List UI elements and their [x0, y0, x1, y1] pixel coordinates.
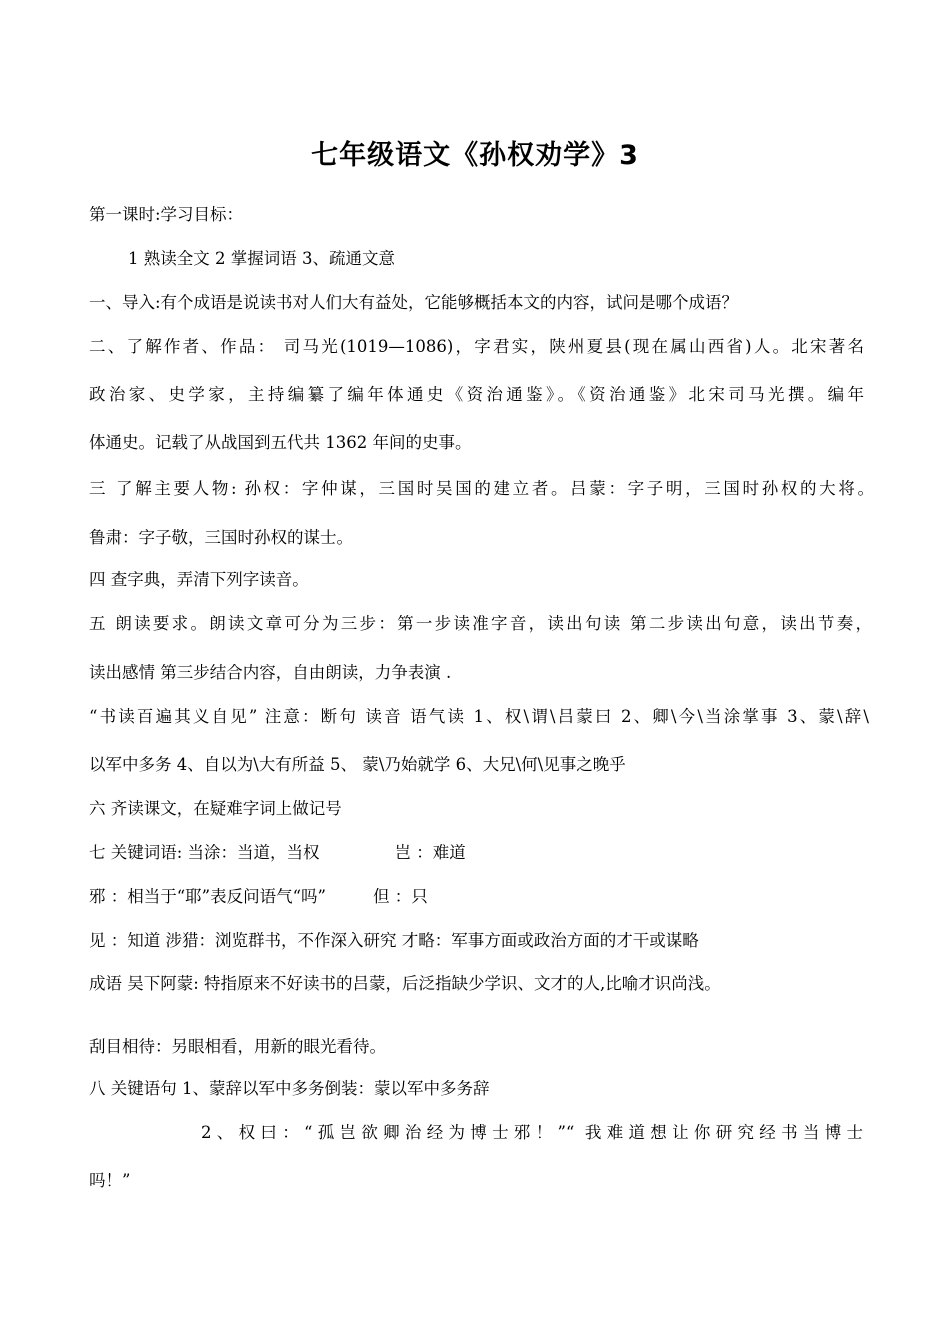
- reading-notes-line1: “书读百遍其义自见” 注意：断句 读音 语气读 1、权\谓\吕蒙曰 2、卿\今\当涂掌事 3、蒙\辞\: [89, 707, 869, 726]
- section-key-sentences: 八 关键语句 1、蒙辞以军中多务倒装：蒙以军中多务辞: [89, 1079, 490, 1098]
- learning-goals: 1 熟读全文 2 掌握词语 3、疏通文意: [128, 249, 395, 268]
- key-words-term-qi: 岂 ：难道: [394, 843, 466, 862]
- key-words-term-dangtu: 七 关键词语: 当涂：当道，当权: [89, 843, 320, 862]
- section-reading-line2: 读出感情 第三步结合内容，自由朗读，力争表演 .: [89, 663, 452, 682]
- section-author-line1: 二、了解作者、作品： 司马光(1019—1086)，字君实，陕州夏县(现在属山西省)人。北宋著名: [89, 337, 864, 356]
- key-words-term-ye: 邪 ：相当于“耶”表反问语气“吗”: [89, 887, 326, 906]
- idiom-guamu: 刮目相待：另眼相看，用新的眼光看待。: [89, 1037, 386, 1056]
- section-author-line2: 政治家、史学家，主持编纂了编年体通史《资治通鉴》。《资治通鉴》北宋司马光撰。编年: [89, 385, 864, 404]
- section-intro: 一、导入:有个成语是说读书对人们大有益处，它能够概括本文的内容，试问是哪个成语？: [89, 293, 739, 312]
- key-sentence-2-line1: 2、权曰：“孤岂欲卿治经为博士邪！”“ 我难道想让你研究经书当博士: [201, 1123, 863, 1142]
- reading-notes-line2: 以军中多务 4、自以为\大有所益 5、 蒙\乃始就学 6、大兄\何\见事之晚乎: [89, 755, 626, 774]
- section-read-aloud: 六 齐读课文，在疑难字词上做记号: [89, 799, 342, 818]
- section-dictionary: 四 查字典，弄清下列字读音。: [89, 570, 309, 589]
- key-words-line1: [89, 842, 466, 864]
- section-characters-line2: 鲁肃：字子敬，三国时孙权的谋士。: [89, 528, 353, 547]
- key-words-line2: [89, 886, 428, 908]
- section-characters-line1: 三 了解主要人物: 孙权：字仲谋，三国时吴国的建立者。吕蒙：字子明，三国时孙权的大将。: [89, 479, 874, 498]
- idiom-wuxiamen: 成语 吴下阿蒙: 特指原来不好读书的吕蒙，后泛指缺少学识、文才的人,比喻才识尚浅。: [89, 974, 721, 993]
- key-words-line3: 见 ：知道 涉猎：浏览群书，不作深入研究 才略：军事方面或政治方面的才干或谋略: [89, 931, 699, 950]
- key-words-term-dan: 但 ：只: [373, 887, 428, 906]
- lesson-heading: 第一课时:学习目标：: [89, 205, 244, 224]
- section-author-line3: 体通史。记载了从战国到五代共 1362 年间的史事。: [89, 433, 472, 452]
- document-title: 七年级语文《孙权劝学》3: [311, 140, 639, 171]
- key-sentence-2-line2: 吗！”: [89, 1171, 131, 1190]
- section-reading-line1: 五 朗读要求。朗读文章可分为三步：第一步读准字音，读出句读 第二步读出句意，读出节奏，: [89, 614, 872, 633]
